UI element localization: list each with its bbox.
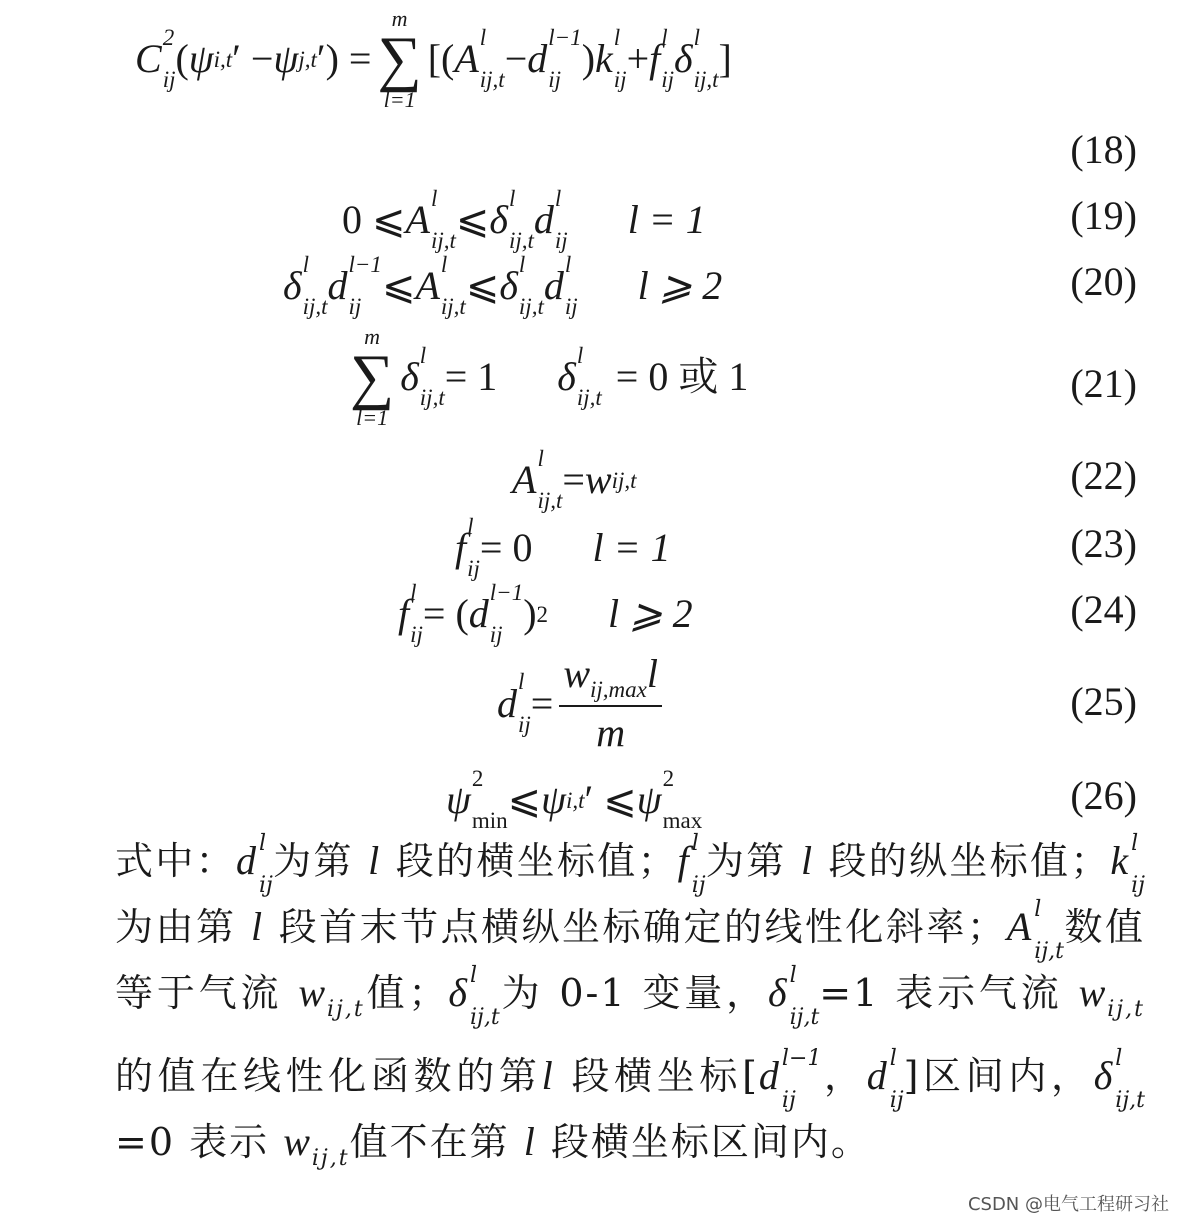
summation-symbol: m ∑ l=1	[350, 324, 395, 430]
equation-21-expression: m ∑ l=1 δ l ij,t = 1 δ l ij,t = 0 或 1	[350, 324, 749, 430]
equation-condition: l = 1	[627, 197, 706, 243]
equation-condition: l ⩾ 2	[608, 591, 693, 637]
equation-condition: l = 1	[592, 525, 671, 571]
equation-number: (26)	[1070, 773, 1137, 818]
equation-number: (18)	[1070, 127, 1137, 172]
equation-26-expression: ψ 2 min ⩽ ψ i,t ′ ⩽ ψ 2 max	[446, 766, 703, 834]
equation-number: (19)	[1070, 193, 1137, 238]
watermark: CSDN @电气工程研习社	[967, 1194, 1169, 1215]
equation-number: (24)	[1070, 587, 1137, 632]
equation-number: (21)	[1070, 361, 1137, 406]
equation-condition: = 0 或 1	[615, 354, 749, 400]
variable-explanation-paragraph: 式中：d l ij 为第 l 段的横坐标值；f l ij 为第 l 段的纵坐标值；k l ij 为由第 l 段首末节点横纵坐标确定的线性化斜率；A l ij,t 数值等于气流 $w_{ij,t}$值；δ l ij,t 为 0-1 变量，δ l ij,t =1 表示气流 $w_{ij,t}$的值在线性化函数的第l 段横坐标[d l−1 ij ，d l ij ]区间内，δ l ij,t =0 表示 $w_{ij,t}$值不在第 l 段横坐标区间内。	[115, 831, 1145, 1171]
equation-23-expression: f l ij = 0 l = 1	[455, 514, 671, 582]
equation-20-expression: δ l ij,t d l−1 ij ⩽ A l ij,t ⩽ δ l ij,t d l ij l ⩾ 2	[283, 252, 723, 320]
equation-18-expression: C 2 ij ( ψ i,t ′ − ψ j,t ′) = m ∑ l=1 [( A l ij,t − d l−1 ij ) k l ij + f l ij δ l ij,t ]	[135, 6, 732, 112]
equation-number: (22)	[1070, 453, 1137, 498]
equation-condition: l ⩾ 2	[637, 263, 723, 309]
equation-number: (25)	[1070, 679, 1137, 724]
equation-22-expression: A l ij,t = w ij,t	[512, 446, 637, 514]
equation-19-expression: 0 ⩽ A l ij,t ⩽ δ l ij,t d l ij l = 1	[342, 186, 706, 254]
equation-number: (23)	[1070, 521, 1137, 566]
equation-24-expression: f l ij = ( d l−1 ij ) 2 l ⩾ 2	[398, 580, 693, 648]
equation-number: (20)	[1070, 259, 1137, 304]
fraction: $\frac{w_{ij,max}l}{m}$	[559, 654, 662, 753]
summation-symbol: m ∑ l=1	[377, 6, 422, 112]
equation-25-expression: d l ij = $\frac{w_{ij,max}l}{m}$	[497, 654, 668, 753]
